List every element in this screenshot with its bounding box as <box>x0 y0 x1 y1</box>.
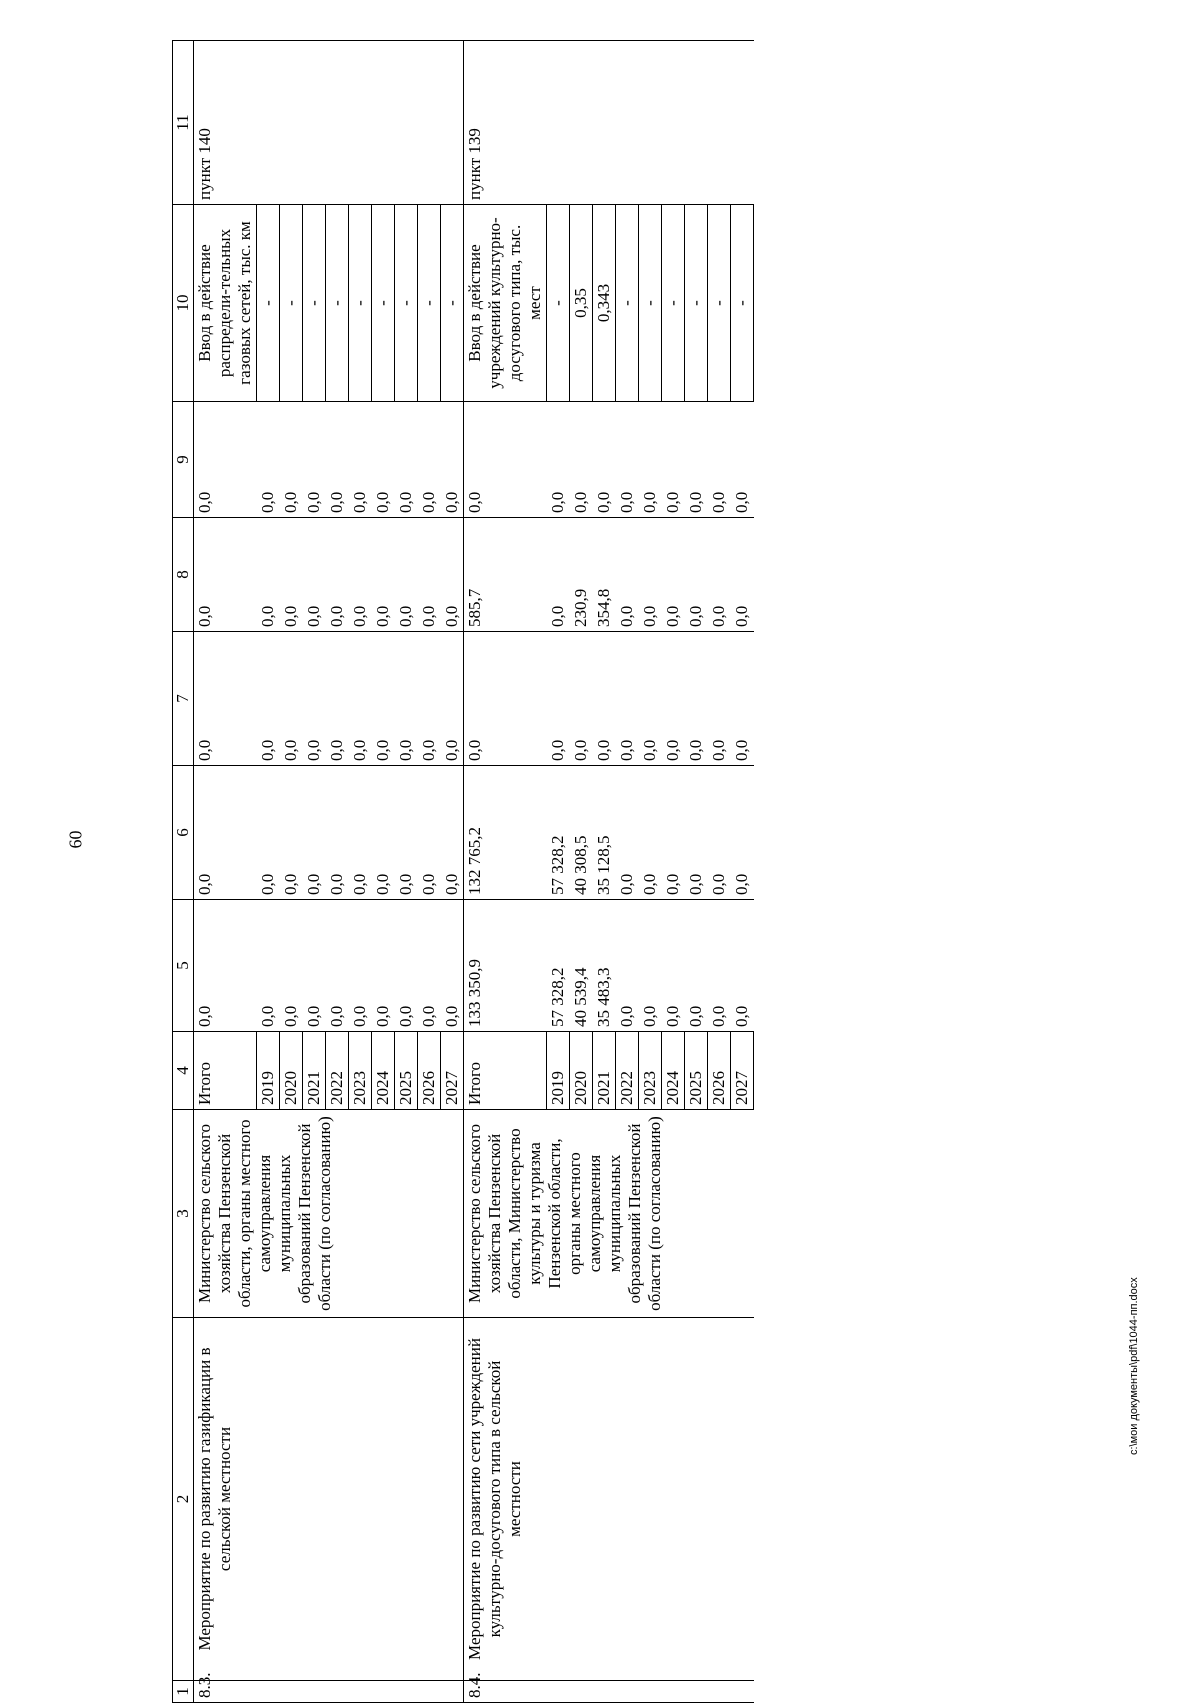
year-cell: 2020 <box>280 1032 303 1110</box>
value-cell: 0,0 <box>708 518 731 632</box>
value-cell: 0,0 <box>372 766 395 900</box>
year-cell: 2021 <box>303 1032 326 1110</box>
value-cell: 0,0 <box>349 632 372 766</box>
year-cell: 2022 <box>326 1032 349 1110</box>
value-cell: 0,0 <box>303 518 326 632</box>
column-number-cell: 1 <box>173 1681 194 1703</box>
year-cell: 2023 <box>349 1032 372 1110</box>
value-cell: 0,0 <box>441 766 464 900</box>
value-cell: 0,0 <box>593 632 616 766</box>
executor-cell: Министерство сельского хозяйства Пензенской области, органы местного самоуправления муниципальных образований Пензенской области (по согласованию) <box>194 1110 464 1318</box>
column-number-cell: 5 <box>173 900 194 1032</box>
year-cell: 2022 <box>616 1032 639 1110</box>
value-cell: 0,0 <box>685 632 708 766</box>
value-cell: 0,0 <box>372 518 395 632</box>
rotated-table-sheet <box>172 41 1099 1703</box>
value-cell: 0,0 <box>662 518 685 632</box>
value-cell: 0,0 <box>257 632 280 766</box>
value-cell: 0,0 <box>708 766 731 900</box>
value-cell: 0,0 <box>395 632 418 766</box>
indicator-value-cell: - <box>708 205 731 402</box>
year-cell: 2027 <box>731 1032 754 1110</box>
value-cell: 0,0 <box>303 766 326 900</box>
value-cell: 40 308,5 <box>570 766 593 900</box>
year-cell: 2019 <box>257 1032 280 1110</box>
value-cell: 0,0 <box>570 632 593 766</box>
value-cell: 0,0 <box>395 766 418 900</box>
column-number-cell: 8 <box>173 518 194 632</box>
column-number-cell: 3 <box>173 1110 194 1318</box>
indicator-value-cell: - <box>303 205 326 402</box>
year-cell: Итого <box>464 1032 547 1110</box>
indicator-value-cell: - <box>257 205 280 402</box>
column-number-cell: 6 <box>173 766 194 900</box>
value-cell: 0,0 <box>708 900 731 1032</box>
value-cell: 0,0 <box>395 518 418 632</box>
indicator-value-cell: - <box>731 205 754 402</box>
value-cell: 0,0 <box>708 632 731 766</box>
value-cell: 0,0 <box>257 766 280 900</box>
value-cell: 0,0 <box>616 402 639 518</box>
value-cell: 0,0 <box>280 900 303 1032</box>
value-cell: 0,0 <box>372 900 395 1032</box>
year-cell: 2027 <box>441 1032 464 1110</box>
indicator-value-cell: - <box>418 205 441 402</box>
value-cell: 0,0 <box>731 766 754 900</box>
item-number-cell: 8.3. <box>194 1681 464 1703</box>
measure-name-cell: Мероприятие по развитию газификации в сельской местности <box>194 1318 464 1681</box>
value-cell: 0,0 <box>194 402 257 518</box>
column-number-cell: 10 <box>173 205 194 402</box>
indicator-value-cell: 0,343 <box>593 205 616 402</box>
value-cell: 0,0 <box>257 402 280 518</box>
table-row <box>194 41 257 1703</box>
indicator-value-cell: - <box>662 205 685 402</box>
value-cell: 0,0 <box>303 900 326 1032</box>
indicator-cell: Ввод в действие распредели-тельных газовых сетей, тыс. км <box>194 205 257 402</box>
indicator-value-cell: - <box>441 205 464 402</box>
value-cell: 132 765,2 <box>464 766 547 900</box>
value-cell: 0,0 <box>194 900 257 1032</box>
value-cell: 0,0 <box>418 766 441 900</box>
value-cell: 0,0 <box>464 632 547 766</box>
value-cell: 57 328,2 <box>547 900 570 1032</box>
value-cell: 0,0 <box>616 632 639 766</box>
value-cell: 35 483,3 <box>593 900 616 1032</box>
value-cell: 354,8 <box>593 518 616 632</box>
indicator-value-cell: - <box>349 205 372 402</box>
value-cell: 0,0 <box>639 518 662 632</box>
year-cell: 2024 <box>662 1032 685 1110</box>
value-cell: 0,0 <box>418 518 441 632</box>
value-cell: 0,0 <box>441 402 464 518</box>
value-cell: 0,0 <box>547 402 570 518</box>
indicator-cell: Ввод в действие учреждений культурно-досугового типа, тыс. мест <box>464 205 547 402</box>
value-cell: 0,0 <box>685 402 708 518</box>
value-cell: 0,0 <box>593 402 616 518</box>
column-number-cell: 7 <box>173 632 194 766</box>
value-cell: 0,0 <box>639 402 662 518</box>
indicator-value-cell: - <box>547 205 570 402</box>
value-cell: 0,0 <box>303 402 326 518</box>
value-cell: 0,0 <box>662 402 685 518</box>
value-cell: 0,0 <box>464 402 547 518</box>
value-cell: 0,0 <box>547 518 570 632</box>
value-cell: 0,0 <box>326 900 349 1032</box>
value-cell: 0,0 <box>326 402 349 518</box>
value-cell: 0,0 <box>303 632 326 766</box>
value-cell: 0,0 <box>326 632 349 766</box>
indicator-value-cell: - <box>372 205 395 402</box>
value-cell: 0,0 <box>280 766 303 900</box>
value-cell: 0,0 <box>326 766 349 900</box>
value-cell: 0,0 <box>570 402 593 518</box>
value-cell: 0,0 <box>441 900 464 1032</box>
reference-cell: пункт 140 <box>194 41 464 205</box>
value-cell: 0,0 <box>616 900 639 1032</box>
value-cell: 0,0 <box>280 518 303 632</box>
page-number: 60 <box>65 830 86 849</box>
value-cell: 0,0 <box>326 518 349 632</box>
value-cell: 57 328,2 <box>547 766 570 900</box>
indicator-value-cell: - <box>685 205 708 402</box>
value-cell: 0,0 <box>418 632 441 766</box>
indicator-value-cell: - <box>639 205 662 402</box>
indicator-value-cell: - <box>326 205 349 402</box>
value-cell: 40 539,4 <box>570 900 593 1032</box>
reference-cell: пункт 139 <box>464 41 754 205</box>
value-cell: 133 350,9 <box>464 900 547 1032</box>
value-cell: 0,0 <box>662 766 685 900</box>
value-cell: 0,0 <box>349 402 372 518</box>
value-cell: 0,0 <box>349 766 372 900</box>
column-number-cell: 9 <box>173 402 194 518</box>
year-cell: 2019 <box>547 1032 570 1110</box>
value-cell: 0,0 <box>616 518 639 632</box>
value-cell: 0,0 <box>280 632 303 766</box>
value-cell: 0,0 <box>418 402 441 518</box>
value-cell: 585,7 <box>464 518 547 632</box>
value-cell: 0,0 <box>662 900 685 1032</box>
column-number-cell: 2 <box>173 1318 194 1681</box>
value-cell: 0,0 <box>441 632 464 766</box>
year-cell: 2025 <box>685 1032 708 1110</box>
year-cell: 2023 <box>639 1032 662 1110</box>
value-cell: 0,0 <box>441 518 464 632</box>
column-number-cell: 4 <box>173 1032 194 1110</box>
value-cell: 0,0 <box>731 402 754 518</box>
value-cell: 0,0 <box>349 900 372 1032</box>
value-cell: 0,0 <box>280 402 303 518</box>
year-cell: 2026 <box>418 1032 441 1110</box>
value-cell: 0,0 <box>639 900 662 1032</box>
item-number-cell: 8.4. <box>464 1681 754 1703</box>
value-cell: 0,0 <box>418 900 441 1032</box>
year-cell: 2020 <box>570 1032 593 1110</box>
value-cell: 35 128,5 <box>593 766 616 900</box>
measure-name-cell: Мероприятие по развитию сети учреждений культурно-досугового типа в сельской местности <box>464 1318 754 1681</box>
table-row <box>464 41 547 1703</box>
indicator-value-cell: - <box>616 205 639 402</box>
column-number-row <box>173 41 194 1703</box>
indicator-value-cell: - <box>280 205 303 402</box>
value-cell: 0,0 <box>685 518 708 632</box>
value-cell: 0,0 <box>685 766 708 900</box>
year-cell: 2024 <box>372 1032 395 1110</box>
value-cell: 0,0 <box>257 518 280 632</box>
value-cell: 0,0 <box>372 402 395 518</box>
executor-cell: Министерство сельского хозяйства Пензенской области, Министерство культуры и туризма Пензенской области, органы местного самоуправления муниципальных образований Пензенской области (по согласованию) <box>464 1110 754 1318</box>
value-cell: 0,0 <box>731 632 754 766</box>
year-cell: 2025 <box>395 1032 418 1110</box>
year-cell: 2026 <box>708 1032 731 1110</box>
indicator-value-cell: 0,35 <box>570 205 593 402</box>
value-cell: 0,0 <box>349 518 372 632</box>
program-table <box>172 40 754 1703</box>
value-cell: 0,0 <box>708 402 731 518</box>
footer-file-path: c:\мои документы\pdf\1044-пп.docx <box>1128 1277 1140 1455</box>
value-cell: 0,0 <box>685 900 708 1032</box>
value-cell: 0,0 <box>194 766 257 900</box>
year-cell: Итого <box>194 1032 257 1110</box>
value-cell: 0,0 <box>547 632 570 766</box>
value-cell: 0,0 <box>639 766 662 900</box>
value-cell: 0,0 <box>257 900 280 1032</box>
value-cell: 0,0 <box>662 632 685 766</box>
value-cell: 0,0 <box>395 402 418 518</box>
indicator-value-cell: - <box>395 205 418 402</box>
value-cell: 0,0 <box>395 900 418 1032</box>
value-cell: 0,0 <box>639 632 662 766</box>
year-cell: 2021 <box>593 1032 616 1110</box>
value-cell: 0,0 <box>372 632 395 766</box>
value-cell: 0,0 <box>194 518 257 632</box>
value-cell: 0,0 <box>194 632 257 766</box>
value-cell: 0,0 <box>616 766 639 900</box>
value-cell: 0,0 <box>731 900 754 1032</box>
column-number-cell: 11 <box>173 41 194 205</box>
value-cell: 0,0 <box>731 518 754 632</box>
value-cell: 230,9 <box>570 518 593 632</box>
